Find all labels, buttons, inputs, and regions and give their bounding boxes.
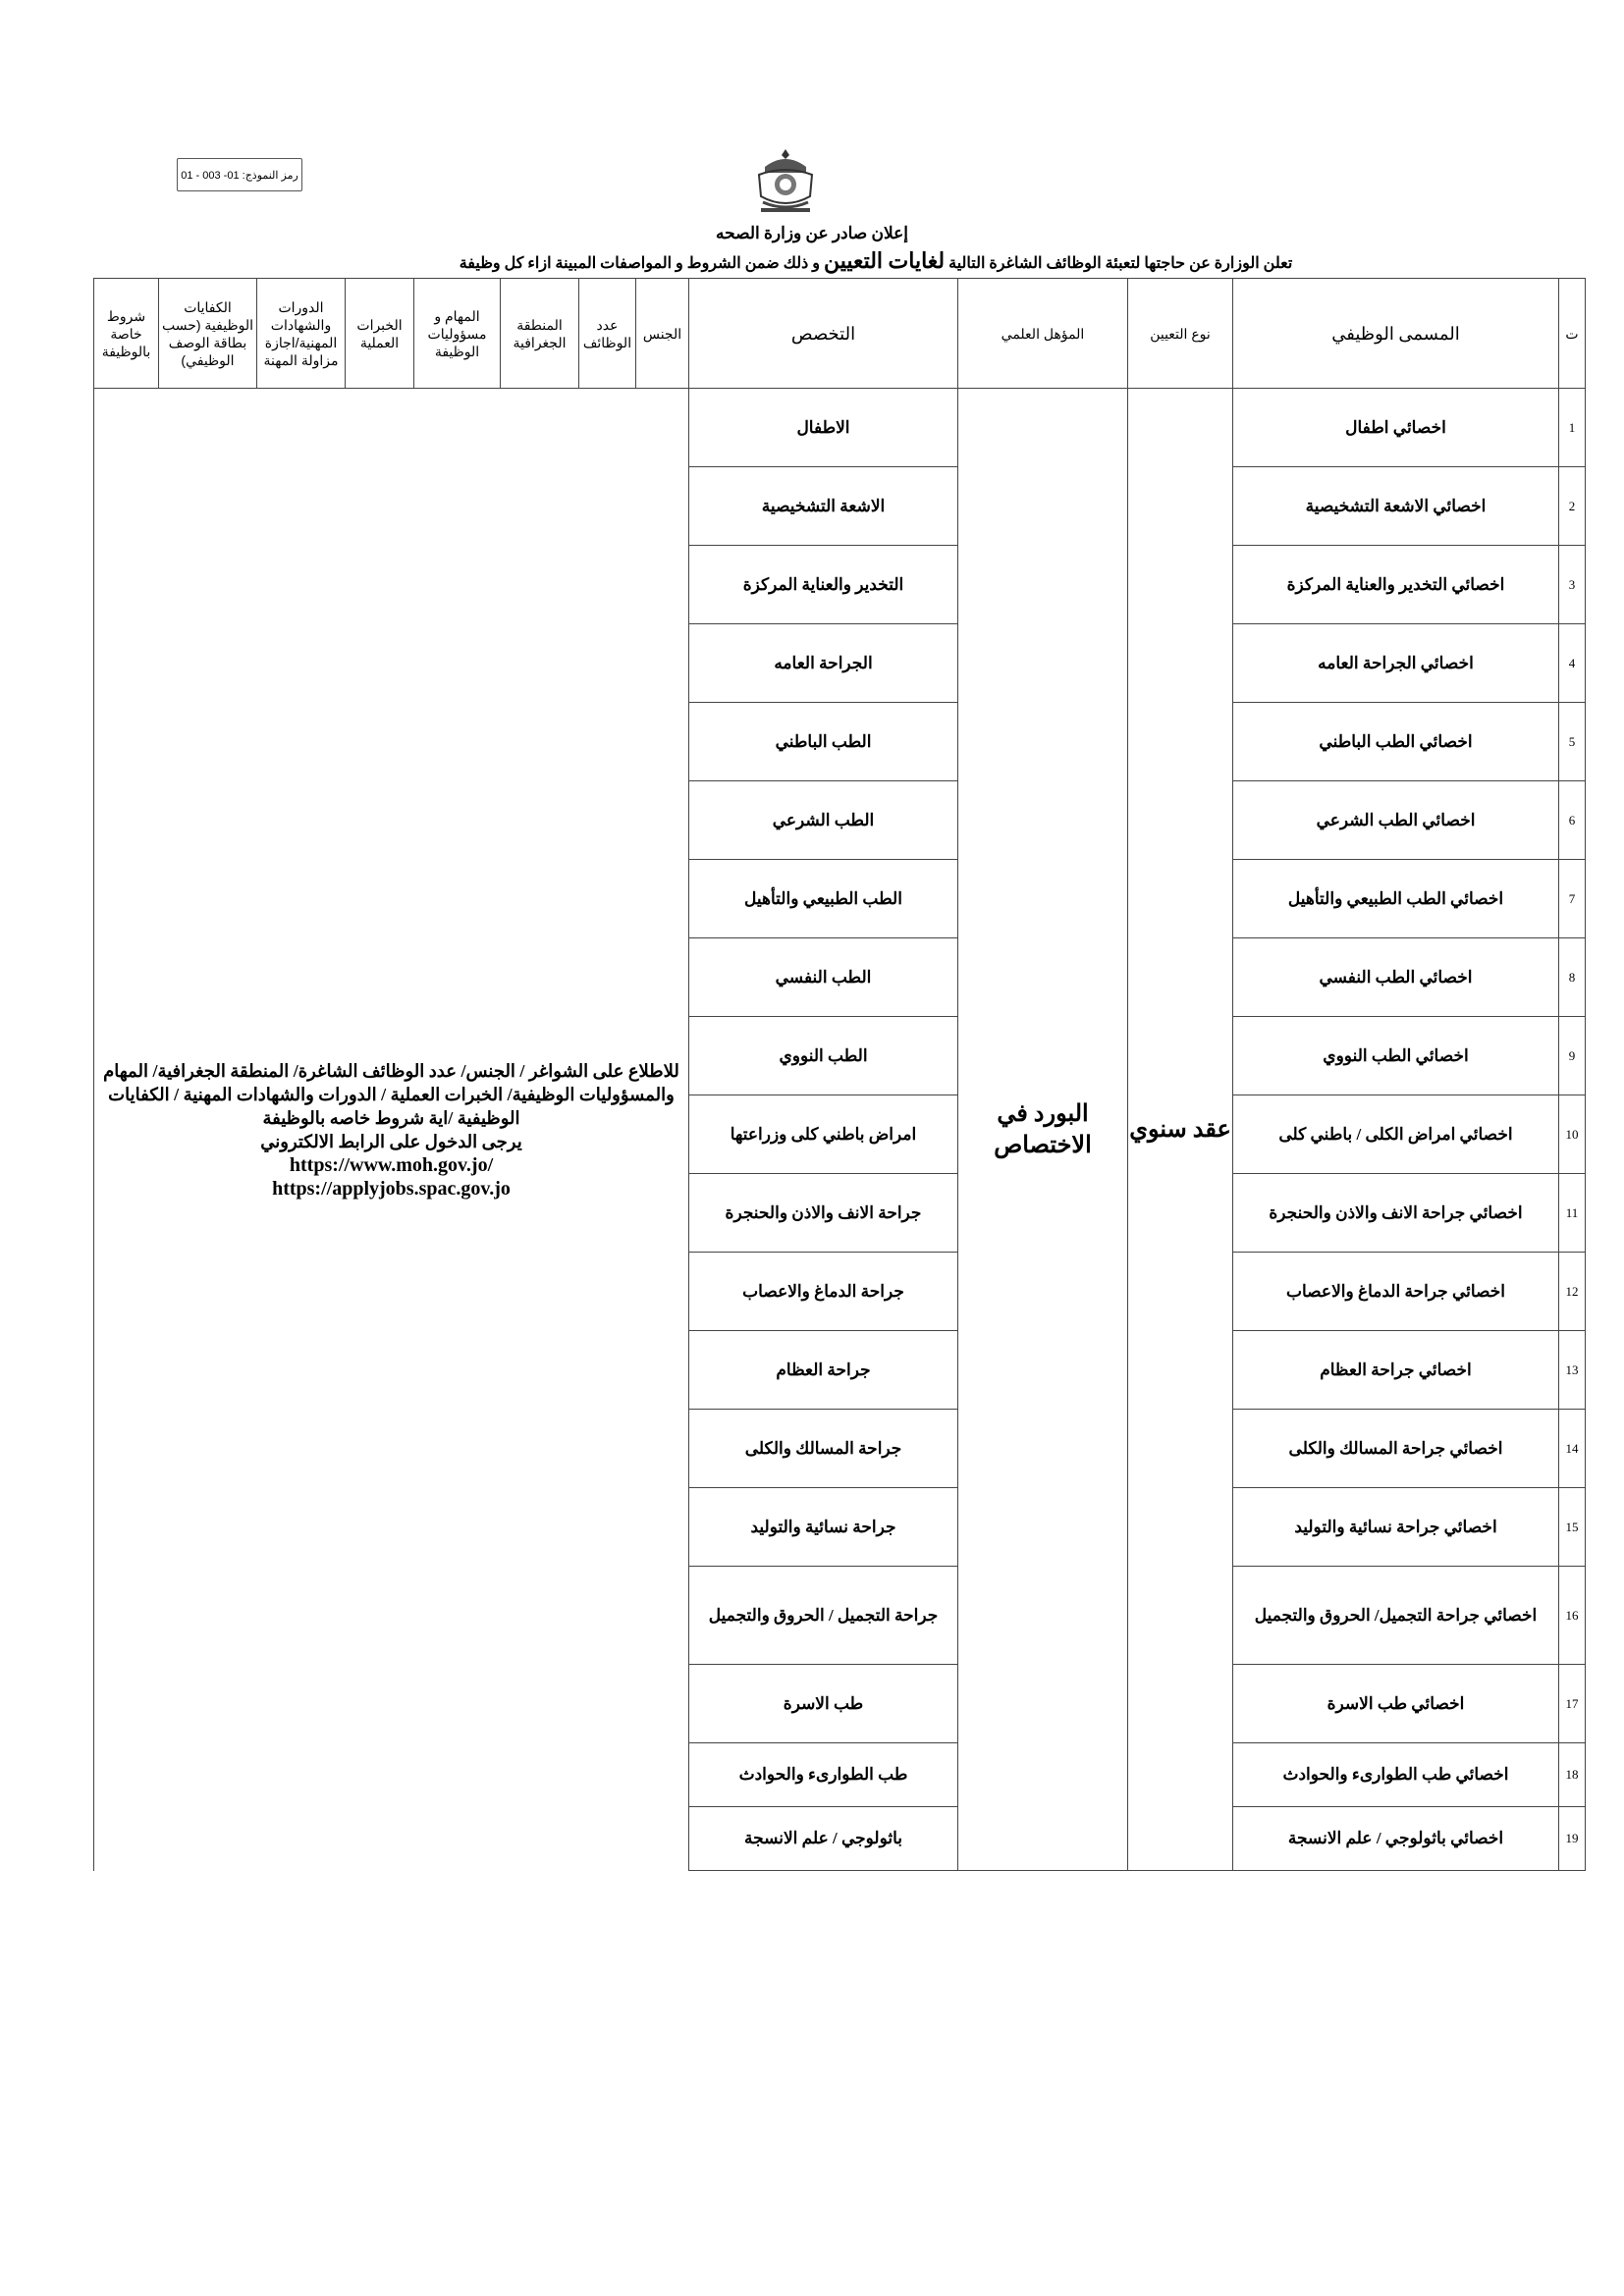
job-title: اخصائي جراحة المسالك والكلى <box>1233 1410 1559 1488</box>
job-title: اخصائي الطب الطبيعي والتأهيل <box>1233 860 1559 938</box>
specialty: امراض باطني كلى وزراعتها <box>689 1095 958 1174</box>
announcement-subtitle: تعلن الوزارة عن حاجتها لتعبئة الوظائف الشاغرة التالية لغايات التعيين و ذلك ضمن الشروط و المواصفات المبينة ازاء كل وظيفة <box>459 248 1293 273</box>
job-title: اخصائي التخدير والعناية المركزة <box>1233 546 1559 624</box>
specialty: جراحة العظام <box>689 1331 958 1410</box>
job-title: اخصائي الطب الشرعي <box>1233 781 1559 860</box>
table-header-row <box>94 279 1586 389</box>
details-note-cell <box>94 389 689 1871</box>
table-row <box>94 389 1586 467</box>
moh-link[interactable]: https://www.moh.gov.jo/ <box>289 1153 494 1176</box>
form-code-box: رمز النموذج: 01- 003 - 01 <box>177 158 302 191</box>
col-header-gender: الجنس <box>636 279 689 389</box>
row-number: 14 <box>1559 1410 1586 1488</box>
row-number: 5 <box>1559 703 1586 781</box>
col-header-title: المسمى الوظيفي <box>1233 279 1559 389</box>
job-title: اخصائي جراحة التجميل/ الحروق والتجميل <box>1233 1567 1559 1665</box>
col-header-courses: الدورات والشهادات المهنية/اجازة مزاولة المهنة <box>257 279 346 389</box>
row-number: 8 <box>1559 938 1586 1017</box>
appointment-type-cell: عقد سنوي <box>1128 389 1233 1871</box>
vacancies-table <box>93 278 1586 1871</box>
row-number: 9 <box>1559 1017 1586 1095</box>
specialty: الطب الشرعي <box>689 781 958 860</box>
job-title: اخصائي جراحة الانف والاذن والحنجرة <box>1233 1174 1559 1253</box>
row-number: 17 <box>1559 1665 1586 1743</box>
col-header-special-conditions: شروط خاصة بالوظيفة <box>94 279 159 389</box>
col-header-duties: المهام و مسؤوليات الوظيفة <box>414 279 501 389</box>
job-title: اخصائي اطفال <box>1233 389 1559 467</box>
col-header-region: المنطقة الجغرافية <box>501 279 579 389</box>
specialty: التخدير والعناية المركزة <box>689 546 958 624</box>
col-header-competencies: الكفايات الوظيفية (حسب بطاقة الوصف الوظيفي) <box>159 279 257 389</box>
specialty: الطب النفسي <box>689 938 958 1017</box>
specialty: طب الطوارىء والحوادث <box>689 1743 958 1807</box>
col-header-appointment-type: نوع التعيين <box>1128 279 1233 389</box>
job-title: اخصائي الطب النووي <box>1233 1017 1559 1095</box>
specialty: جراحة الانف والاذن والحنجرة <box>689 1174 958 1253</box>
col-header-qualification: المؤهل العلمي <box>958 279 1128 389</box>
details-note-text: للاطلاع على الشواغر / الجنس/ عدد الوظائف الشاغرة/ المنطقة الجغرافية/ المهام والمسؤوليات الوظيفية/ الخبرات العملية / الدورات والشهادات المهنية / الكفايات الوظيفية /اية شروط خاصه بالوظيفة <box>103 1060 679 1128</box>
job-title: اخصائي طب الطوارىء والحوادث <box>1233 1743 1559 1807</box>
job-title: اخصائي امراض الكلى / باطني كلى <box>1233 1095 1559 1174</box>
job-title: اخصائي الطب النفسي <box>1233 938 1559 1017</box>
row-number: 11 <box>1559 1174 1586 1253</box>
details-note-instruction: يرجى الدخول على الرابط الالكتروني <box>260 1131 522 1151</box>
announcement-title: إعلان صادر عن وزارة الصحه <box>716 224 908 242</box>
row-number: 4 <box>1559 624 1586 703</box>
specialty: جراحة المسالك والكلى <box>689 1410 958 1488</box>
specialty: الاطفال <box>689 389 958 467</box>
row-number: 1 <box>1559 389 1586 467</box>
job-title: اخصائي الجراحة العامه <box>1233 624 1559 703</box>
row-number: 3 <box>1559 546 1586 624</box>
specialty: الطب الباطني <box>689 703 958 781</box>
job-title: اخصائي الاشعة التشخيصية <box>1233 467 1559 546</box>
row-number: 7 <box>1559 860 1586 938</box>
job-title: اخصائي طب الاسرة <box>1233 1665 1559 1743</box>
col-header-experience: الخبرات العملية <box>346 279 414 389</box>
specialty: باثولوجي / علم الانسجة <box>689 1807 958 1871</box>
row-number: 19 <box>1559 1807 1586 1871</box>
specialty: طب الاسرة <box>689 1665 958 1743</box>
row-number: 12 <box>1559 1253 1586 1331</box>
specialty: جراحة نسائية والتوليد <box>689 1488 958 1567</box>
row-number: 2 <box>1559 467 1586 546</box>
row-number: 10 <box>1559 1095 1586 1174</box>
specialty: جراحة الدماغ والاعصاب <box>689 1253 958 1331</box>
job-title: اخصائي جراحة العظام <box>1233 1331 1559 1410</box>
specialty: جراحة التجميل / الحروق والتجميل <box>689 1567 958 1665</box>
qualification-cell: البورد في الاختصاص <box>958 389 1128 1871</box>
specialty: الجراحة العامه <box>689 624 958 703</box>
row-number: 13 <box>1559 1331 1586 1410</box>
job-title: اخصائي جراحة الدماغ والاعصاب <box>1233 1253 1559 1331</box>
specialty: الاشعة التشخيصية <box>689 467 958 546</box>
specialty: الطب النووي <box>689 1017 958 1095</box>
specialty: الطب الطبيعي والتأهيل <box>689 860 958 938</box>
job-title: اخصائي جراحة نسائية والتوليد <box>1233 1488 1559 1567</box>
row-number: 16 <box>1559 1567 1586 1665</box>
job-title: اخصائي الطب الباطني <box>1233 703 1559 781</box>
col-header-num: ت <box>1559 279 1586 389</box>
col-header-specialty: التخصص <box>689 279 958 389</box>
crest-emblem-icon <box>751 145 820 216</box>
row-number: 18 <box>1559 1743 1586 1807</box>
row-number: 6 <box>1559 781 1586 860</box>
col-header-count: عدد الوظائف <box>579 279 636 389</box>
row-number: 15 <box>1559 1488 1586 1567</box>
spac-link[interactable]: https://applyjobs.spac.gov.jo <box>272 1177 511 1200</box>
job-title: اخصائي باثولوجي / علم الانسجة <box>1233 1807 1559 1871</box>
